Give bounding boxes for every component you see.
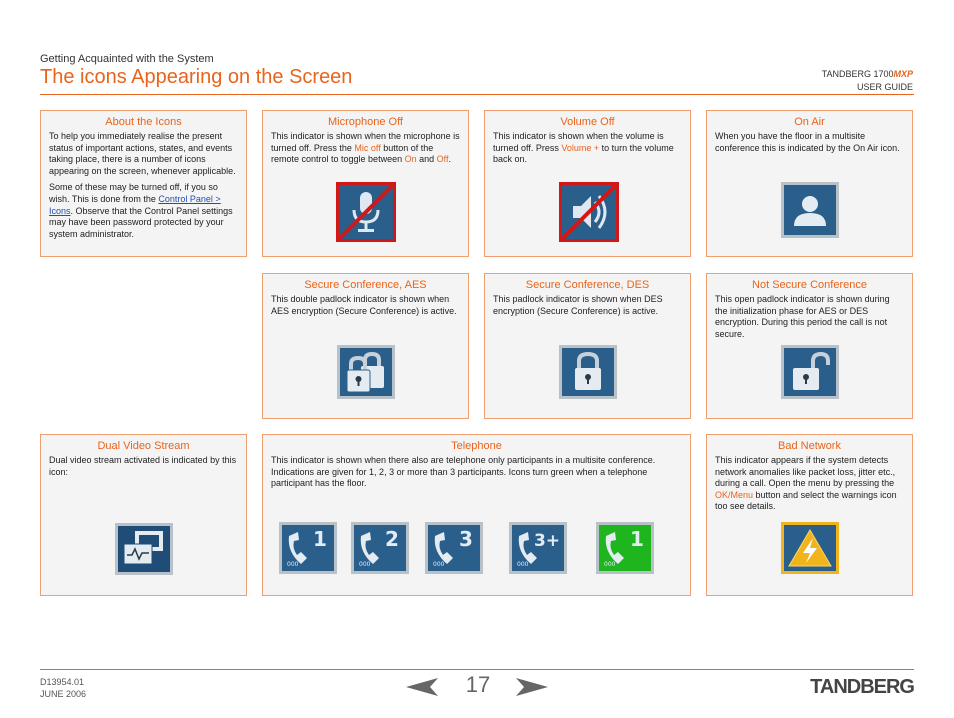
panel-title: Telephone	[451, 440, 502, 452]
svg-text:000: 000	[359, 561, 371, 568]
svg-text:000: 000	[517, 561, 529, 568]
participant-count-label: 3+	[533, 531, 561, 551]
key-name: OK/Menu	[715, 489, 754, 500]
text-part: . Observe that the Control Panel settings may have been password protected by your system administrator.	[49, 205, 233, 239]
product-info	[822, 68, 913, 94]
panel-secure-aes	[262, 273, 469, 419]
panel-text	[707, 455, 912, 513]
participant-count-label: 1	[630, 527, 644, 551]
microphone-off-icon	[336, 182, 396, 242]
footer-doc-info	[40, 676, 86, 700]
doc-id: D13954.01	[40, 677, 85, 687]
page-number: 17	[465, 672, 491, 697]
next-page-arrow-icon[interactable]	[516, 678, 548, 696]
panel-about-icons	[40, 110, 247, 257]
panel-title: Microphone Off	[327, 116, 403, 128]
section-title: Getting Acquainted with the System	[40, 53, 214, 65]
double-padlock-icon	[337, 345, 395, 399]
panel-text: This padlock indicator is shown when DES encryption (Secure Conference) is active.	[493, 294, 663, 316]
doc-date: JUNE 2006	[40, 689, 87, 699]
on-air-icon	[781, 182, 839, 238]
dual-video-icon	[115, 523, 173, 575]
key-name: On	[404, 154, 417, 165]
panel-text	[263, 131, 468, 166]
panel-title: Dual Video Stream	[97, 440, 190, 452]
svg-text:000: 000	[433, 561, 445, 568]
text-part: This indicator appears if the system detects network anomalies like packet loss, jitter etc., during a call. Open the menu by pressing the	[715, 455, 896, 489]
bad-network-warning-icon	[781, 522, 839, 574]
open-padlock-icon	[781, 345, 839, 399]
panel-title: Volume Off	[560, 116, 615, 128]
panel-dual-video	[40, 434, 247, 596]
tandberg-logo: TANDBERG	[810, 676, 914, 698]
panel-not-secure	[706, 273, 913, 419]
product-name: TANDBERG 1700	[821, 69, 894, 79]
panel-title: Secure Conference, AES	[304, 279, 427, 291]
previous-page-arrow-icon[interactable]	[406, 678, 438, 696]
panel-telephone	[262, 434, 691, 596]
page-title: The icons Appearing on the Screen	[40, 66, 353, 88]
panel-volume-off	[484, 110, 691, 257]
telephone-participants-icon	[351, 522, 409, 574]
telephone-participants-icon	[425, 522, 483, 574]
guide-label: USER GUIDE	[856, 82, 913, 92]
panel-secure-des	[484, 273, 691, 419]
panel-text: This open padlock indicator is shown during the initialization phase for AES or DES encryption. During this period the call is not secure.	[715, 294, 890, 339]
text-part: and	[416, 154, 437, 165]
header-rule	[40, 94, 914, 95]
panel-text: This double padlock indicator is shown when AES encryption (Secure Conference) is active.	[271, 294, 457, 316]
panel-text-2	[41, 182, 246, 240]
control-panel-link[interactable]: Control Panel > Icons	[49, 193, 221, 216]
svg-text:000: 000	[604, 561, 616, 568]
key-name: Volume +	[561, 142, 600, 153]
footer-rule	[40, 669, 914, 670]
participant-count-label: 3	[459, 527, 473, 551]
volume-off-icon	[559, 182, 619, 242]
text-part: Some of these may be turned off, if you so wish. This is done from the	[49, 182, 218, 204]
key-name: Mic off	[354, 142, 381, 153]
padlock-icon	[559, 345, 617, 399]
panel-title: Bad Network	[778, 440, 841, 452]
panel-microphone-off	[262, 110, 469, 257]
panel-title: On Air	[794, 116, 825, 128]
svg-text:000: 000	[287, 561, 299, 568]
text-part: .	[448, 154, 451, 165]
panel-text: Dual video stream activated is indicated by this icon:	[49, 455, 237, 477]
panel-text: To help you immediately realise the present status of important actions, states, and events taking place, there is a number of icons appearing on the screen, whenever applicable.	[49, 131, 236, 176]
telephone-participants-icon	[509, 522, 567, 574]
panel-title: Secure Conference, DES	[525, 279, 650, 291]
participant-count-label: 2	[385, 527, 399, 551]
key-name: Off	[436, 154, 449, 165]
text-part: This indicator is shown when the microphone is turned off. Press the	[271, 131, 460, 153]
panel-text: This indicator is shown when there also are telephone only participants in a multisite conference. Indications are given for 1, 2, 3 or more than 3 participants. Icons turn green when a telephone participant has the floor.	[271, 455, 656, 489]
panel-bad-network	[706, 434, 913, 596]
text-part: button of the remote control to toggle between	[271, 142, 434, 165]
panel-text	[485, 131, 690, 166]
panel-title: Not Secure Conference	[752, 279, 867, 291]
panel-text: When you have the floor in a multisite conference this is indicated by the On Air icon.	[715, 131, 900, 153]
text-part: This indicator is shown when the volume is turned off. Press	[493, 131, 664, 153]
telephone-participants-icon	[279, 522, 337, 574]
telephone-floor-icon	[596, 522, 654, 574]
participant-count-label: 1	[313, 527, 327, 551]
text-part: to turn the volume back on.	[493, 142, 674, 165]
panel-on-air	[706, 110, 913, 257]
panel-title: About the Icons	[105, 116, 182, 128]
product-suffix: MXP	[893, 69, 913, 79]
text-part: button and select the warnings icon too see details.	[715, 489, 897, 512]
